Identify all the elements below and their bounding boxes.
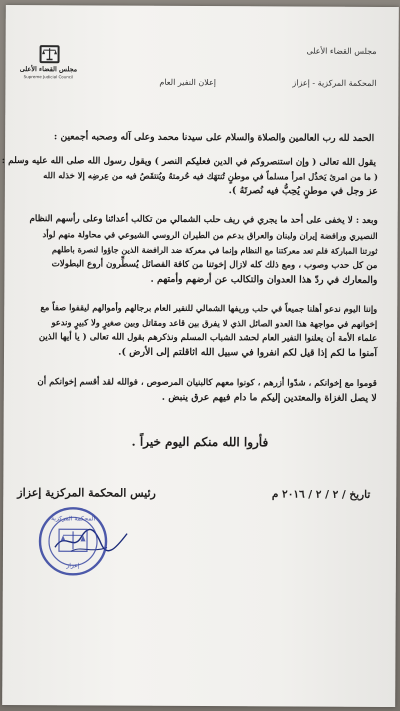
logo-arabic-text: مجلس القضاء الأعلى: [19, 65, 78, 74]
paragraph-2-line-2: النصيري ورافضة إيران ولبنان والعراق بدعم من الطيران الروسي الشيوعي في محاولة منهم لوأد: [42, 229, 378, 241]
paragraph-2-line-4: من كل حدب وصوب ، ومع ذلك كله لازال إخوتنا من كافة الفصائل يُسطِّرون أروع البطولات: [51, 259, 378, 271]
paragraph-1-line-3: عز وجل في موطنٍ يُحِبُّ فيه نُصرتَهُ ).: [228, 185, 378, 197]
paragraph-3-line-1: وإننا اليوم ندعو أهلنا جميعاً في حلب وريفها الشمالي للنفير العام برجالهم وأموالهم ليقفوا صفاً مع: [40, 302, 378, 314]
court-name: المحكمة المركزية - إعزاز: [292, 78, 377, 88]
closing-line: فأروا الله منكم اليوم خيراً .: [131, 434, 269, 450]
paragraph-3-line-2: إخوانهم في مواجهة هذا العدو الصائل الذي لا يفرق بين قاعد ومقاتل وبين صغيرٍ ولا كبيرٍ وندعو: [51, 317, 378, 329]
scales-emblem-icon: [38, 43, 62, 65]
logo-english-text: Supreme Judicial Council: [23, 74, 74, 80]
paragraph-2-line-1: وبعد : لا يخفى على أحد ما يجري في ريف حلب الشمالي من تكالب أعدائنا وعلى رأسهم النظام: [29, 214, 378, 226]
official-stamp-icon: [37, 505, 109, 577]
council-name: مجلس القضاء الأعلى: [306, 46, 377, 56]
paragraph-4-line-1: قوموا مع إخوانكم ، شدّوا أزرهم ، كونوا معهم كالبنيان المرصوص ، فوالله لقد أقسم إخوانكم أن: [37, 377, 377, 389]
paragraph-3-line-3: علماء الأمة أن يعلنوا النفير العام لحشد الشباب المسلم ونذكرهم بقول الله تعالى ( يا أيها الذين: [38, 332, 378, 344]
paragraph-4-line-2: لا يصل الغزاة والمعتدين إليكم ما دام فيهم عرق ينبض .: [161, 391, 377, 404]
council-logo: [19, 43, 77, 93]
date-line: تاريخ / ٢ / ٢ / ٢٠١٦ م: [271, 488, 371, 501]
paragraph-2-line-5: والمعارك في ردّ هذا العدوان والتكالب عن أرضهم وأمتهم .: [150, 273, 378, 286]
signature-title: رئيس المحكمة المركزية إعزاز: [17, 486, 156, 500]
paragraph-1-line-1: يقول الله تعالى ( وإن استنصروكم في الدين فعليكم النصر ) ويقول رسول الله صلى الله عليه وسلم :: [1, 155, 377, 168]
paragraph-2-line-3: ثورتنا المباركة فلم تعد معركتنا مع النظام وإنما في معركة ضد الرافضة الذين جاؤوا لنصرة باطلهم: [51, 244, 378, 256]
greeting-line: الحمد لله رب العالمين والصلاة والسلام على سيدنا محمد وعلى آله وصحبه أجمعين :: [53, 131, 375, 144]
paragraph-3-line-4: آمنوا ما لكم إذا قيل لكم انفروا في سبيل الله اثاقلتم إلى الأرض ).: [118, 346, 378, 359]
paragraph-1-line-2: ( ما من امرئ يَخذُل امرأ مسلماً في موطنٍ تُنتهَك فيه حُرمتهُ ويُنتقَصُ فيه من عِرضِه إلا خذله الله: [43, 170, 378, 182]
svg-text:المحكمة المركزية: المحكمة المركزية: [51, 515, 96, 523]
document-subject: إعلان النفير العام: [159, 77, 217, 88]
svg-text:إعزاز: إعزاز: [66, 562, 80, 570]
document-page: [2, 5, 399, 707]
